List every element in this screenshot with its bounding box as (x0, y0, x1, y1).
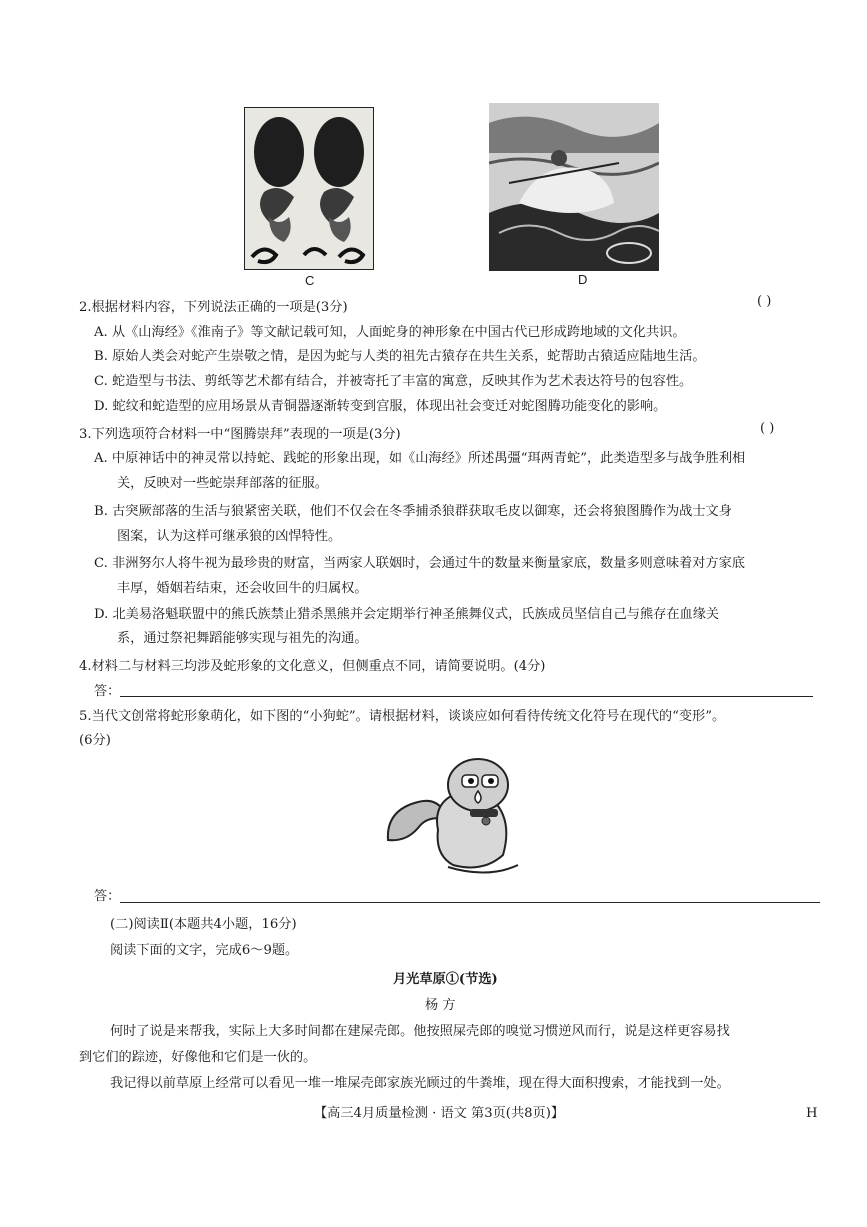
question-5-answer-line[interactable] (120, 902, 820, 903)
question-4-answer-line[interactable] (120, 696, 813, 697)
question-3-option-c-line1[interactable]: C. 非洲努尔人将牛视为最珍贵的财富，当两家人联姻时，会通过牛的数量来衡量家底，数量多则意味着对方家底 (94, 556, 745, 571)
page-footer-code: H (806, 1106, 818, 1121)
figure-c-label: C (305, 273, 315, 288)
page-footer: 【高三4月质量检测 · 语文 第3页(共8页)】 (314, 1106, 565, 1121)
question-4-answer-label: 答： (94, 684, 121, 699)
question-3-option-b-line2[interactable]: 图案，认为这样可继承狼的凶悍特性。 (117, 529, 342, 544)
question-5-score: (6分) (79, 733, 111, 748)
question-3-answer-paren[interactable]: ( ) (760, 421, 775, 436)
figure-d-image (489, 103, 659, 271)
question-3-option-d-line1[interactable]: D. 北美易洛魁联盟中的熊氏族禁止猎杀黑熊并会定期举行神圣熊舞仪式，氏族成员坚信自己与熊存在血缘关 (94, 607, 720, 622)
figure-d-label: D (578, 272, 588, 287)
question-2-stem: 2.根据材料内容，下列说法正确的一项是(3分) (79, 300, 348, 315)
question-5-answer-label: 答： (94, 889, 121, 904)
question-2-option-a[interactable]: A. 从《山海经》《淮南子》等文献记载可知，人面蛇身的神形象在中国古代已形成跨地域的文化共识。 (94, 325, 686, 340)
passage-title: 月光草原①(节选) (393, 972, 498, 987)
passage-paragraph-1-line2: 到它们的踪迹，好像他和它们是一伙的。 (79, 1050, 317, 1065)
section-2-instruction: 阅读下面的文字，完成6～9题。 (110, 943, 299, 958)
question-3-option-a-line2[interactable]: 关，反映对一些蛇崇拜部落的征服。 (117, 476, 328, 491)
question-3-option-c-line2[interactable]: 丰厚，婚姻若结束，还会收回牛的归属权。 (117, 581, 368, 596)
passage-paragraph-2-line1: 我记得以前草原上经常可以看见一堆一堆屎壳郎家族光顾过的牛粪堆，现在得大面积搜索，才能找到一处。 (110, 1076, 730, 1091)
question-3-option-d-line2[interactable]: 系，通过祭祀舞蹈能够实现与祖先的沟通。 (117, 631, 368, 646)
question-3-option-b-line1[interactable]: B. 古突厥部落的生活与狼紧密关联，他们不仅会在冬季捕杀狼群获取毛皮以御寒，还会将狼图腾作为战士文身 (94, 504, 732, 519)
question-4-stem: 4.材料二与材料三均涉及蛇形象的文化意义，但侧重点不同，请简要说明。(4分) (79, 659, 546, 674)
passage-paragraph-1-line1: 何时了说是来帮我，实际上大多时间都在建屎壳郎。他按照屎壳郎的嗅觉习惯逆风而行，说是这样更容易找 (110, 1024, 730, 1039)
question-5-stem: 5.当代文创常将蛇形象萌化，如下图的“小狗蛇”。请根据材料，谈谈应如何看待传统文化符号在现代的“变形”。 (79, 709, 726, 724)
cartoon-snake-image (378, 755, 538, 880)
question-2-option-b[interactable]: B. 原始人类会对蛇产生崇敬之情，是因为蛇与人类的祖先古猿存在共生关系，蛇帮助古猿适应陆地生活。 (94, 349, 706, 364)
section-2-heading: (二)阅读Ⅱ(本题共4小题，16分) (110, 917, 297, 932)
question-3-stem: 3.下列选项符合材料一中“图腾崇拜”表现的一项是(3分) (79, 427, 401, 442)
passage-author: 杨 方 (425, 998, 456, 1013)
question-2-option-c[interactable]: C. 蛇造型与书法、剪纸等艺术都有结合，并被寄托了丰富的寓意，反映其作为艺术表达符号的包容性。 (94, 374, 693, 389)
question-2-option-d[interactable]: D. 蛇纹和蛇造型的应用场景从青铜器逐渐转变到宫服，体现出社会变迁对蛇图腾功能变化的影响。 (94, 399, 667, 414)
question-2-answer-paren[interactable]: ( ) (757, 294, 772, 309)
figure-c-image (244, 107, 374, 270)
question-3-option-a-line1[interactable]: A. 中原神话中的神灵常以持蛇、践蛇的形象出现，如《山海经》所述禺彊“珥两青蛇”，此类造型多与战争胜利相 (94, 451, 746, 466)
